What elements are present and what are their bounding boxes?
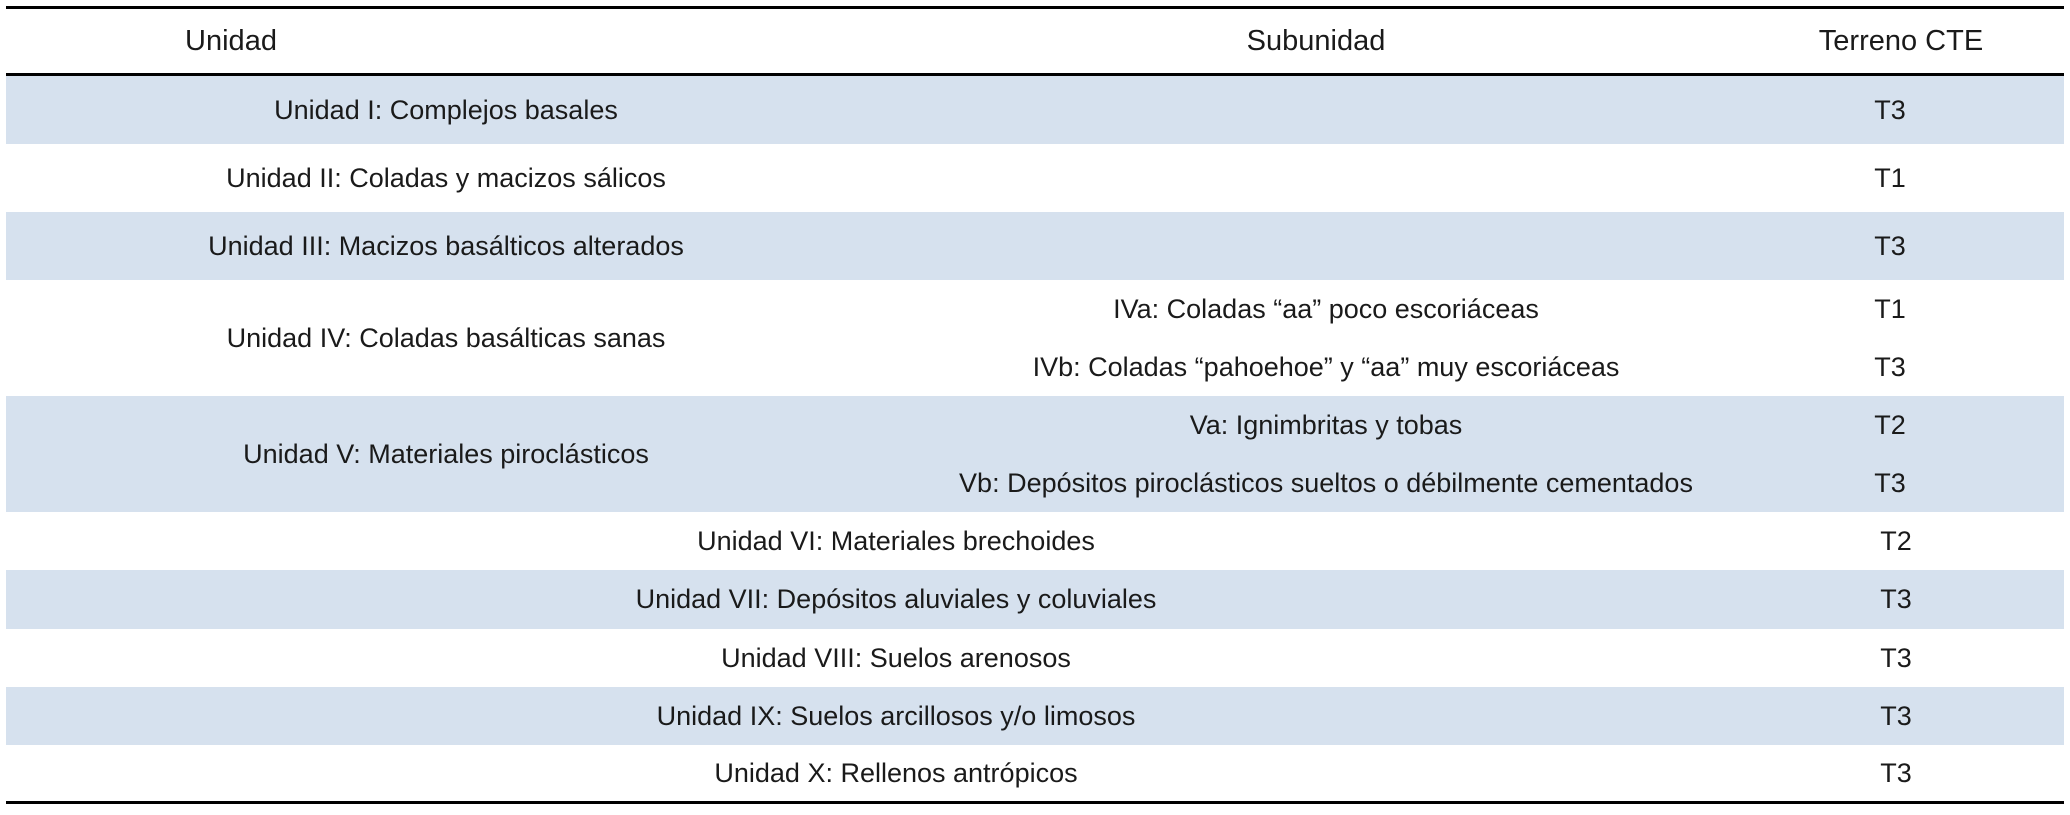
terrain-cell: T3 — [1874, 351, 1906, 382]
terrain-cell: T3 — [1874, 94, 1906, 125]
unit-cell: Unidad IX: Suelos arcillosos y/o limosos — [656, 700, 1136, 731]
terrain-cell: T1 — [1874, 162, 1906, 193]
unit-cell: Unidad VIII: Suelos arenosos — [721, 642, 1071, 673]
unit-cell: Unidad V: Materiales piroclásticos — [243, 438, 649, 469]
subunit-cell: IVa: Coladas “aa” poco escoriáceas — [1113, 293, 1539, 324]
unit-cell: Unidad II: Coladas y macizos sálicos — [226, 162, 666, 193]
table-row — [6, 396, 2064, 512]
table-row — [6, 76, 2064, 144]
bottom-rule — [6, 801, 2064, 804]
header-unit: Unidad — [185, 24, 277, 57]
subunit-cell: IVb: Coladas “pahoehoe” y “aa” muy escoriáceas — [1032, 351, 1620, 382]
subunit-cell: Va: Ignimbritas y tobas — [1189, 409, 1463, 440]
geotechnical-units-table — [6, 0, 2064, 815]
subunit-cell: Vb: Depósitos piroclásticos sueltos o débilmente cementados — [959, 467, 1693, 498]
unit-cell: Unidad I: Complejos basales — [274, 94, 618, 125]
terrain-cell: T2 — [1880, 525, 1912, 556]
unit-cell: Unidad VI: Materiales brechoides — [697, 525, 1095, 556]
header-subunit: Subunidad — [1246, 24, 1386, 57]
terrain-cell: T3 — [1880, 584, 1912, 614]
terrain-cell: T3 — [1874, 230, 1906, 261]
terrain-cell: T2 — [1874, 409, 1906, 440]
unit-cell: Unidad III: Macizos basálticos alterados — [208, 230, 684, 261]
table-row — [6, 144, 2064, 212]
terrain-cell: T3 — [1880, 700, 1912, 731]
table-row — [6, 629, 2064, 687]
table-row — [6, 280, 2064, 396]
terrain-cell: T1 — [1874, 293, 1906, 324]
header-row — [6, 9, 2064, 73]
terrain-cell: T3 — [1880, 642, 1912, 673]
terrain-cell: T3 — [1874, 467, 1906, 498]
table-row — [6, 512, 2064, 570]
unit-cell: Unidad VII: Depósitos aluviales y coluviales — [635, 584, 1157, 614]
terrain-cell: T3 — [1880, 757, 1912, 788]
table-row — [6, 745, 2064, 801]
table-row — [6, 212, 2064, 280]
header-terrain: Terreno CTE — [1818, 24, 1984, 57]
table-row — [6, 687, 2064, 745]
table-row — [6, 570, 2064, 629]
unit-cell: Unidad IV: Coladas basálticas sanas — [226, 322, 666, 353]
unit-cell: Unidad X: Rellenos antrópicos — [714, 757, 1078, 788]
